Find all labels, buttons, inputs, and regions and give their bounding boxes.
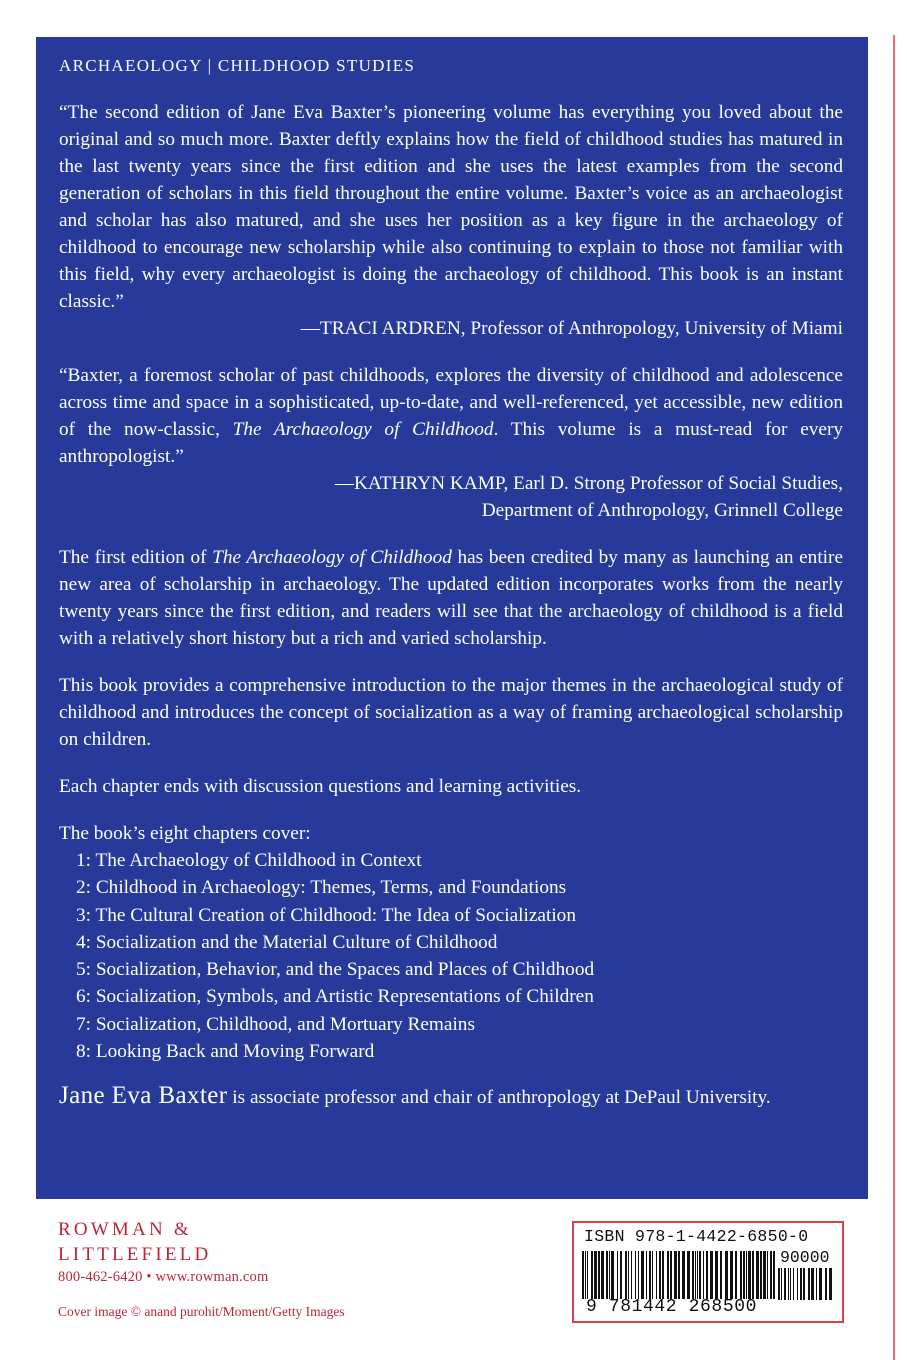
barcode-bar bbox=[819, 1268, 822, 1300]
back-cover-panel bbox=[36, 37, 868, 1199]
author-bio-text: is associate professor and chair of anthropology at DePaul University. bbox=[227, 1087, 771, 1109]
chapter-item: 8: Looking Back and Moving Forward bbox=[76, 1041, 375, 1063]
barcode-bar bbox=[678, 1251, 680, 1299]
barcode-bar bbox=[710, 1251, 713, 1299]
barcode-bar bbox=[746, 1251, 747, 1299]
barcode-bar bbox=[706, 1251, 708, 1299]
barcode-bar bbox=[601, 1251, 604, 1299]
barcode-bar bbox=[631, 1251, 632, 1299]
barcode-bar bbox=[797, 1268, 798, 1300]
barcode-bar bbox=[638, 1251, 639, 1299]
description-paragraph-1: The first edition of The Archaeology of Childhood has been credited by many as launching an entire new area of scholarship in archaeology. The updated edition incorporates works from the nearly twenty years since the first edition, and readers will see that the archaeology of childhood is a field with a relatively short history but a rich and varied scholarship. bbox=[59, 547, 844, 649]
barcode-bar bbox=[720, 1251, 722, 1299]
barcode-box bbox=[572, 1221, 844, 1323]
barcode-bar bbox=[703, 1251, 704, 1299]
chapter-item: 7: Socialization, Childhood, and Mortuary Remains bbox=[76, 1013, 475, 1035]
price-addon-barcode-icon bbox=[778, 1268, 836, 1300]
barcode-bar bbox=[743, 1251, 745, 1299]
barcode-bar bbox=[781, 1268, 782, 1300]
chapter-item: 5: Socialization, Behavior, and the Spaces and Places of Childhood bbox=[76, 959, 595, 981]
chapter-item: 4: Socialization and the Material Culture of Childhood bbox=[76, 931, 498, 953]
barcode-bar bbox=[587, 1251, 588, 1299]
description-paragraph-3: Each chapter ends with discussion questions and learning activities. bbox=[59, 776, 582, 797]
barcode-bar bbox=[646, 1251, 647, 1299]
chapters-intro: The book’s eight chapters cover: bbox=[59, 823, 311, 844]
chapter-item: 1: The Archaeology of Childhood in Context bbox=[76, 850, 422, 871]
barcode-bar bbox=[778, 1268, 780, 1300]
barcode-bar bbox=[788, 1268, 789, 1300]
isbn-label: ISBN 978-1-4422-6850-0 bbox=[584, 1227, 809, 1246]
barcode-bar bbox=[825, 1268, 827, 1300]
barcode-bar bbox=[763, 1251, 766, 1299]
barcode-bar bbox=[652, 1251, 653, 1299]
author-bio bbox=[59, 1082, 843, 1112]
ean-barcode-icon bbox=[582, 1251, 776, 1299]
publisher-name-line1: ROWMAN & bbox=[58, 1219, 192, 1240]
series-heading: ARCHAEOLOGY | CHILDHOOD STUDIES bbox=[59, 56, 416, 75]
chapter-item: 3: The Cultural Creation of Childhood: The Idea of Socialization bbox=[76, 904, 576, 926]
barcode-bar bbox=[656, 1251, 657, 1299]
barcode-bar bbox=[756, 1251, 759, 1299]
barcode-bar bbox=[816, 1268, 817, 1300]
barcode-bar bbox=[662, 1251, 664, 1299]
barcode-bar bbox=[784, 1268, 786, 1300]
chapter-item: 2: Childhood in Archaeology: Themes, Terms, and Foundations bbox=[76, 877, 567, 899]
barcode-bar bbox=[829, 1268, 832, 1300]
barcode-bar bbox=[695, 1251, 696, 1299]
review-quote-kamp: “Baxter, a foremost scholar of past childhoods, explores the diversity of childhood and adolescence across time and space in a sophisticated, up-to-date, and well-referenced, yet accessible, new edition of the now-classic, The Archaeology of Childhood. This volume is a must-read for every anthropologist.” bbox=[59, 365, 844, 467]
barcode-bar bbox=[811, 1268, 814, 1300]
barcode-bar bbox=[585, 1251, 586, 1299]
book-title-italic: The Archaeology of Childhood bbox=[232, 419, 494, 440]
chapter-list bbox=[59, 847, 843, 1065]
barcode-bar bbox=[740, 1251, 742, 1299]
barcode-bar bbox=[752, 1251, 754, 1299]
barcode-bar bbox=[625, 1251, 627, 1299]
review-attribution-ardren: —TRACI ARDREN, Professor of Anthropology, University of Miami bbox=[300, 318, 843, 339]
barcode-bar bbox=[692, 1251, 694, 1299]
review-attribution-kamp-line2: Department of Anthropology, Grinnell College bbox=[481, 500, 843, 521]
barcode-bar bbox=[674, 1251, 677, 1299]
publisher-name-line2: LITTLEFIELD bbox=[58, 1244, 212, 1265]
barcode-bar bbox=[649, 1251, 651, 1299]
barcode-bar bbox=[687, 1251, 690, 1299]
barcode-bar bbox=[659, 1251, 661, 1299]
ean-digits: 9 781442 268500 bbox=[586, 1297, 758, 1317]
cover-image-credit: Cover image © anand purohit/Moment/Getty Images bbox=[58, 1304, 345, 1319]
barcode-bar bbox=[770, 1251, 772, 1299]
trim-line bbox=[893, 35, 895, 1360]
barcode-bar bbox=[800, 1268, 802, 1300]
chapter-item: 6: Socialization, Symbols, and Artistic Representations of Children bbox=[76, 986, 594, 1008]
barcode-bar bbox=[748, 1251, 751, 1299]
barcode-bar bbox=[725, 1251, 728, 1299]
barcode-bar bbox=[620, 1251, 622, 1299]
barcode-bar bbox=[609, 1251, 610, 1299]
description-paragraph-2: This book provides a comprehensive introduction to the major themes in the archaeological study of childhood and introduces the concept of socialization as a way of framing archaeological scholarship on children. bbox=[59, 675, 843, 750]
book-title-italic: The Archaeology of Childhood bbox=[212, 547, 452, 568]
barcode-bar bbox=[594, 1251, 597, 1299]
barcode-bar bbox=[773, 1251, 775, 1299]
publisher-logo bbox=[58, 1217, 211, 1267]
barcode-bar bbox=[715, 1251, 718, 1299]
barcode-bar bbox=[667, 1251, 669, 1299]
barcode-bar bbox=[735, 1251, 737, 1299]
barcode-bar bbox=[611, 1251, 614, 1299]
price-code: 90000 bbox=[780, 1248, 830, 1267]
barcode-bar bbox=[697, 1251, 698, 1299]
barcode-bar bbox=[790, 1268, 791, 1300]
barcode-bar bbox=[682, 1251, 685, 1299]
barcode-bar bbox=[730, 1251, 733, 1299]
barcode-bar bbox=[808, 1268, 810, 1300]
barcode-bar bbox=[641, 1251, 644, 1299]
publisher-contact: 800-462-6420 • www.rowman.com bbox=[58, 1269, 269, 1285]
review-attribution-kamp-line1: —KATHRYN KAMP, Earl D. Strong Professor of Social Studies, bbox=[334, 473, 843, 494]
barcode-bar bbox=[591, 1251, 593, 1299]
barcode-bar bbox=[767, 1251, 768, 1299]
barcode-bar bbox=[617, 1251, 618, 1299]
barcode-bar bbox=[803, 1268, 805, 1300]
barcode-bar bbox=[760, 1251, 762, 1299]
review-quote-ardren: “The second edition of Jane Eva Baxter’s pioneering volume has everything you loved about the original and so much more. Baxter deftly explains how the field of childhood studies has matured in the last twenty years since the first edition and she uses the latest examples from the second generation of scholars in this field throughout the entire volume. Baxter’s voice as an archaeologist and scholar has also matured, and she uses her position as a key figure in the archaeology of childhood to encourage new scholarship while also continuing to explain to those not familiar with this field, why every archaeologist is doing the archaeology of childhood. This book is an instant classic.” bbox=[59, 102, 843, 312]
barcode-bar bbox=[628, 1251, 629, 1299]
barcode-bar bbox=[670, 1251, 672, 1299]
author-name: Jane Eva Baxter bbox=[59, 1082, 228, 1110]
barcode-bar bbox=[582, 1251, 584, 1299]
barcode-bar bbox=[635, 1251, 636, 1299]
barcode-bar bbox=[699, 1251, 701, 1299]
barcode-bar bbox=[606, 1251, 608, 1299]
barcode-bar bbox=[598, 1251, 600, 1299]
barcode-bar bbox=[793, 1268, 794, 1300]
